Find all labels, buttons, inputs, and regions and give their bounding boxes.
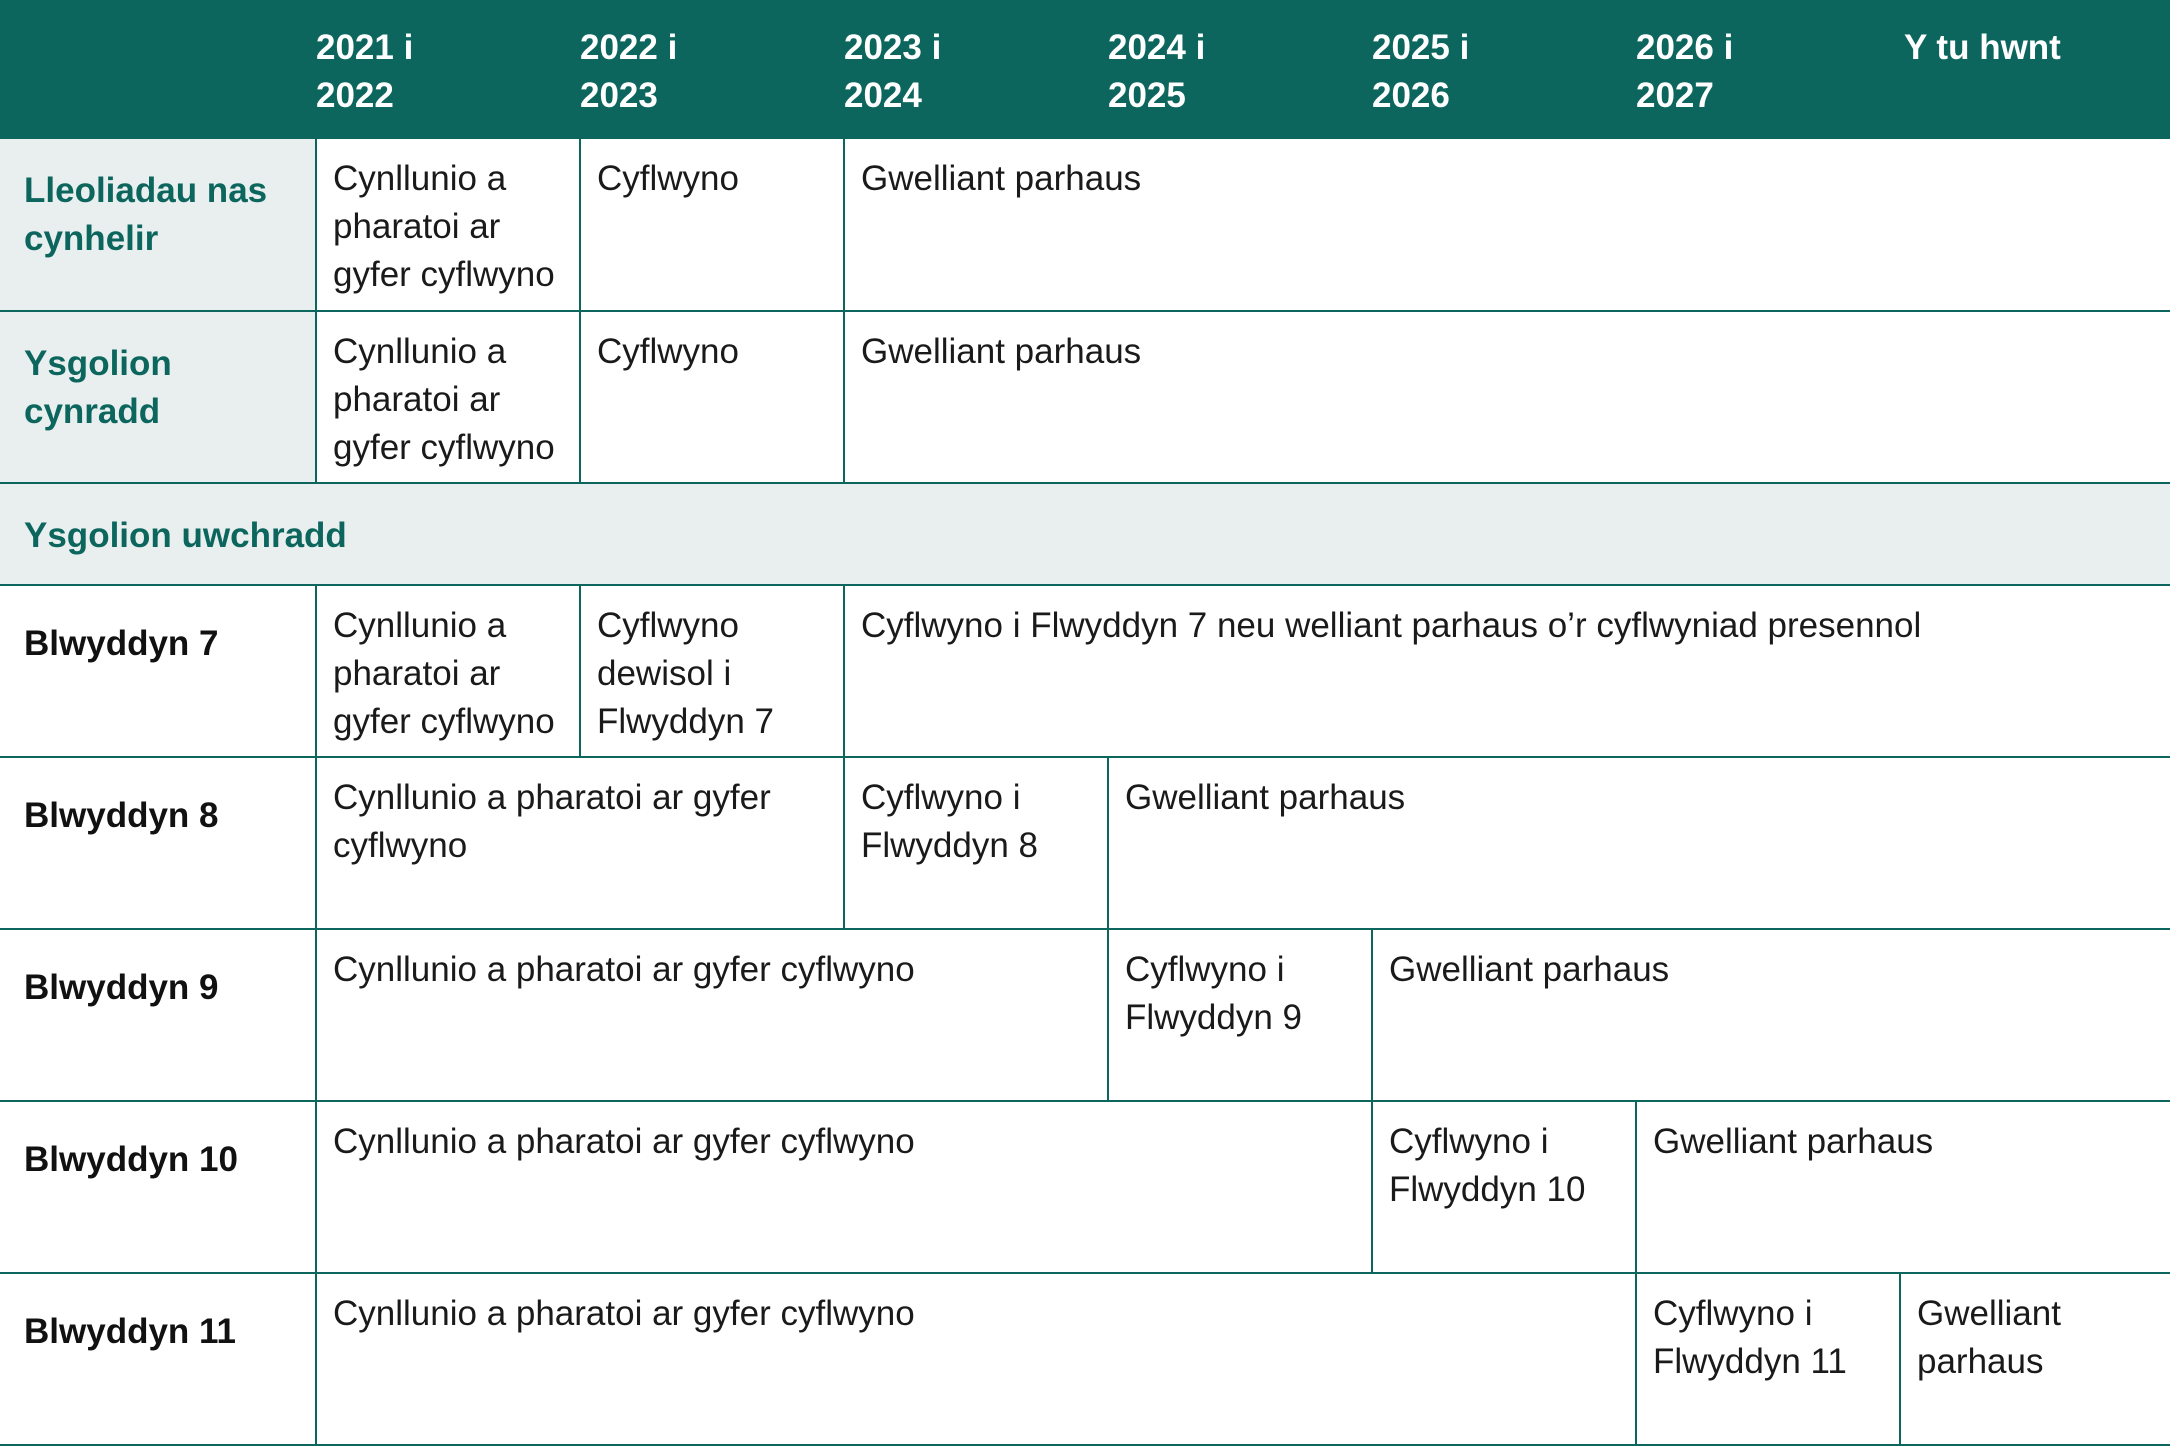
row-year-9 (0, 929, 2170, 1101)
cell-rollout: Cyflwyno dewisol i Flwyddyn 7 (580, 585, 844, 757)
cell-improvement: Gwelliant parhaus (1636, 1101, 2170, 1273)
row-label: Blwyddyn 10 (0, 1101, 316, 1273)
cell-improvement: Gwelliant parhaus (844, 311, 2170, 483)
header-row (0, 0, 2170, 139)
section-heading: Ysgolion uwchradd (0, 483, 2170, 585)
header-year-2021: 2021 i 2022 (316, 0, 580, 139)
cell-planning: Cynllunio a pharatoi ar gyfer cyflwyno (316, 585, 580, 757)
cell-improvement: Gwelliant parhaus (1108, 757, 2170, 929)
cell-rollout: Cyflwyno i Flwyddyn 8 (844, 757, 1108, 929)
row-non-maintained (0, 139, 2170, 311)
row-year-7 (0, 585, 2170, 757)
row-secondary-section (0, 483, 2170, 585)
cell-rollout: Cyflwyno i Flwyddyn 11 (1636, 1273, 1900, 1445)
row-year-11 (0, 1273, 2170, 1445)
header-year-2023: 2023 i 2024 (844, 0, 1108, 139)
header-corner (0, 0, 316, 139)
cell-planning: Cynllunio a pharatoi ar gyfer cyflwyno (316, 757, 844, 929)
header-year-2025: 2025 i 2026 (1372, 0, 1636, 139)
cell-rollout: Cyflwyno (580, 139, 844, 311)
cell-rollout: Cyflwyno (580, 311, 844, 483)
cell-planning: Cynllunio a pharatoi ar gyfer cyflwyno (316, 1101, 1372, 1273)
row-year-8 (0, 757, 2170, 929)
cell-improvement: Gwelliant parhaus (1372, 929, 2170, 1101)
cell-rollout: Cyflwyno i Flwyddyn 9 (1108, 929, 1372, 1101)
header-year-2026: 2026 i 2027 (1636, 0, 1900, 139)
header-year-2022: 2022 i 2023 (580, 0, 844, 139)
row-label: Lleoliadau nas cynhelir (0, 139, 316, 311)
cell-improvement: Gwelliant parhaus (1900, 1273, 2170, 1445)
cell-improvement: Cyflwyno i Flwyddyn 7 neu welliant parhaus o’r cyflwyniad presennol (844, 585, 2170, 757)
cell-rollout: Cyflwyno i Flwyddyn 10 (1372, 1101, 1636, 1273)
cell-planning: Cynllunio a pharatoi ar gyfer cyflwyno (316, 139, 580, 311)
header-beyond: Y tu hwnt (1900, 0, 2170, 139)
cell-planning: Cynllunio a pharatoi ar gyfer cyflwyno (316, 929, 1108, 1101)
cell-planning: Cynllunio a pharatoi ar gyfer cyflwyno (316, 311, 580, 483)
row-label: Ysgolion cynradd (0, 311, 316, 483)
row-label: Blwyddyn 7 (0, 585, 316, 757)
row-label: Blwyddyn 11 (0, 1273, 316, 1445)
row-primary (0, 311, 2170, 483)
cell-improvement: Gwelliant parhaus (844, 139, 2170, 311)
row-label: Blwyddyn 9 (0, 929, 316, 1101)
cell-planning: Cynllunio a pharatoi ar gyfer cyflwyno (316, 1273, 1636, 1445)
header-year-2024: 2024 i 2025 (1108, 0, 1372, 139)
row-label: Blwyddyn 8 (0, 757, 316, 929)
row-year-10 (0, 1101, 2170, 1273)
